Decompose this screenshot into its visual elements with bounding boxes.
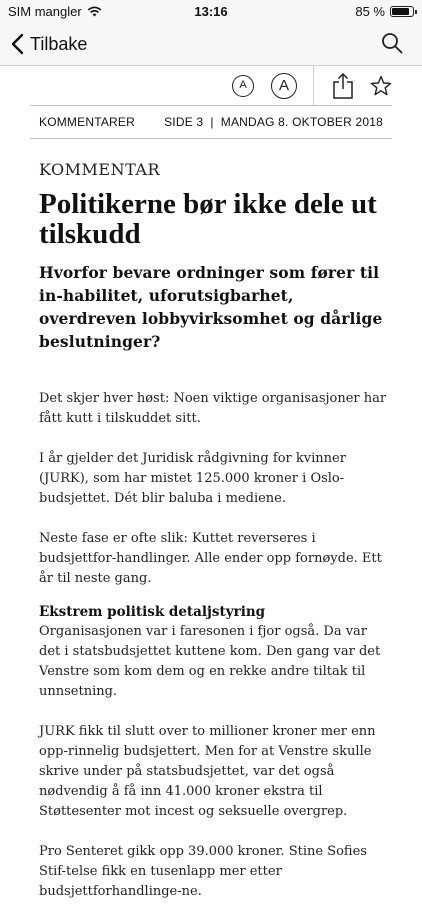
battery-percent: 85 % bbox=[355, 4, 385, 19]
paragraph: I år gjelder det Juridisk rådgivning for kvinner (JURK), som har mistet 125.000 kroner i Oslo-budsjettet. Dét blir baluba i mediene. bbox=[39, 451, 346, 506]
font-larger-button[interactable]: A bbox=[271, 73, 297, 99]
paragraph: Neste fase er ofte slik: Kuttet reverseres i budsjettfor-handlinger. Alle ender opp fornøyde. Ett år til neste gang. bbox=[39, 531, 382, 586]
article-kicker: KOMMENTAR bbox=[39, 160, 160, 179]
search-icon[interactable] bbox=[380, 31, 404, 55]
toolbar-divider bbox=[313, 66, 314, 106]
carrier-text: SIM mangler bbox=[8, 4, 82, 19]
back-button[interactable] bbox=[10, 30, 87, 58]
share-icon[interactable] bbox=[332, 72, 354, 100]
page-header bbox=[39, 115, 383, 133]
article-body bbox=[39, 389, 389, 902]
status-bar bbox=[0, 0, 422, 22]
toolbar-rule bbox=[30, 105, 392, 106]
paragraph: Pro Senteret gikk opp 39.000 kroner. Stine Sofies Stif-telse fikk en tusenlapp mer etter budsjettforhandlinge-ne. bbox=[39, 844, 367, 899]
page-info: SIDE 3 | MANDAG 8. OKTOBER 2018 bbox=[164, 115, 383, 129]
paragraph: Organisasjonen var i faresonen i fjor også. Da var det i statsbudsjettet kuttene kom. Den gang var det Venstre som kom dem og en rekke andre tiltak til unnsetning. bbox=[39, 624, 381, 699]
chevron-left-icon bbox=[10, 33, 24, 55]
article bbox=[39, 160, 389, 922]
article-subheading: Ekstrem politisk detaljstyring bbox=[39, 604, 266, 620]
paragraph: JURK fikk til slutt over to millioner kroner mer enn opp-rinnelig budsjettert. Men for at Venstre skulle skrive under på statsbudsjettet, var det også nødvendig å få inn 41.000 kroner ekstra til Støttesenter mot incest og seksuelle overgrep. bbox=[39, 724, 376, 819]
status-right bbox=[355, 4, 414, 19]
article-title: Politikerne bør ikke dele ut tilskudd bbox=[39, 188, 377, 250]
nav-bar bbox=[0, 22, 422, 66]
back-label: Tilbake bbox=[30, 33, 88, 54]
paragraph: Det skjer hver høst: Noen viktige organisasjoner har fått kutt i tilskuddet sitt. bbox=[39, 391, 387, 426]
battery-fill bbox=[392, 8, 409, 15]
section-label: KOMMENTARER bbox=[39, 115, 135, 129]
article-toolbar bbox=[0, 66, 422, 106]
header-rule bbox=[30, 138, 392, 139]
font-smaller-button[interactable]: A bbox=[232, 75, 254, 97]
battery-icon bbox=[390, 6, 414, 17]
status-time: 13:16 bbox=[194, 4, 228, 19]
star-icon[interactable] bbox=[369, 74, 393, 98]
article-ingress: Hvorfor bevare ordninger som fører til in-habilitet, uforutsigbarhet, overdreven lobbyvirksomhet og dårlige beslutninger? bbox=[39, 263, 383, 351]
battery-cap bbox=[415, 10, 417, 14]
